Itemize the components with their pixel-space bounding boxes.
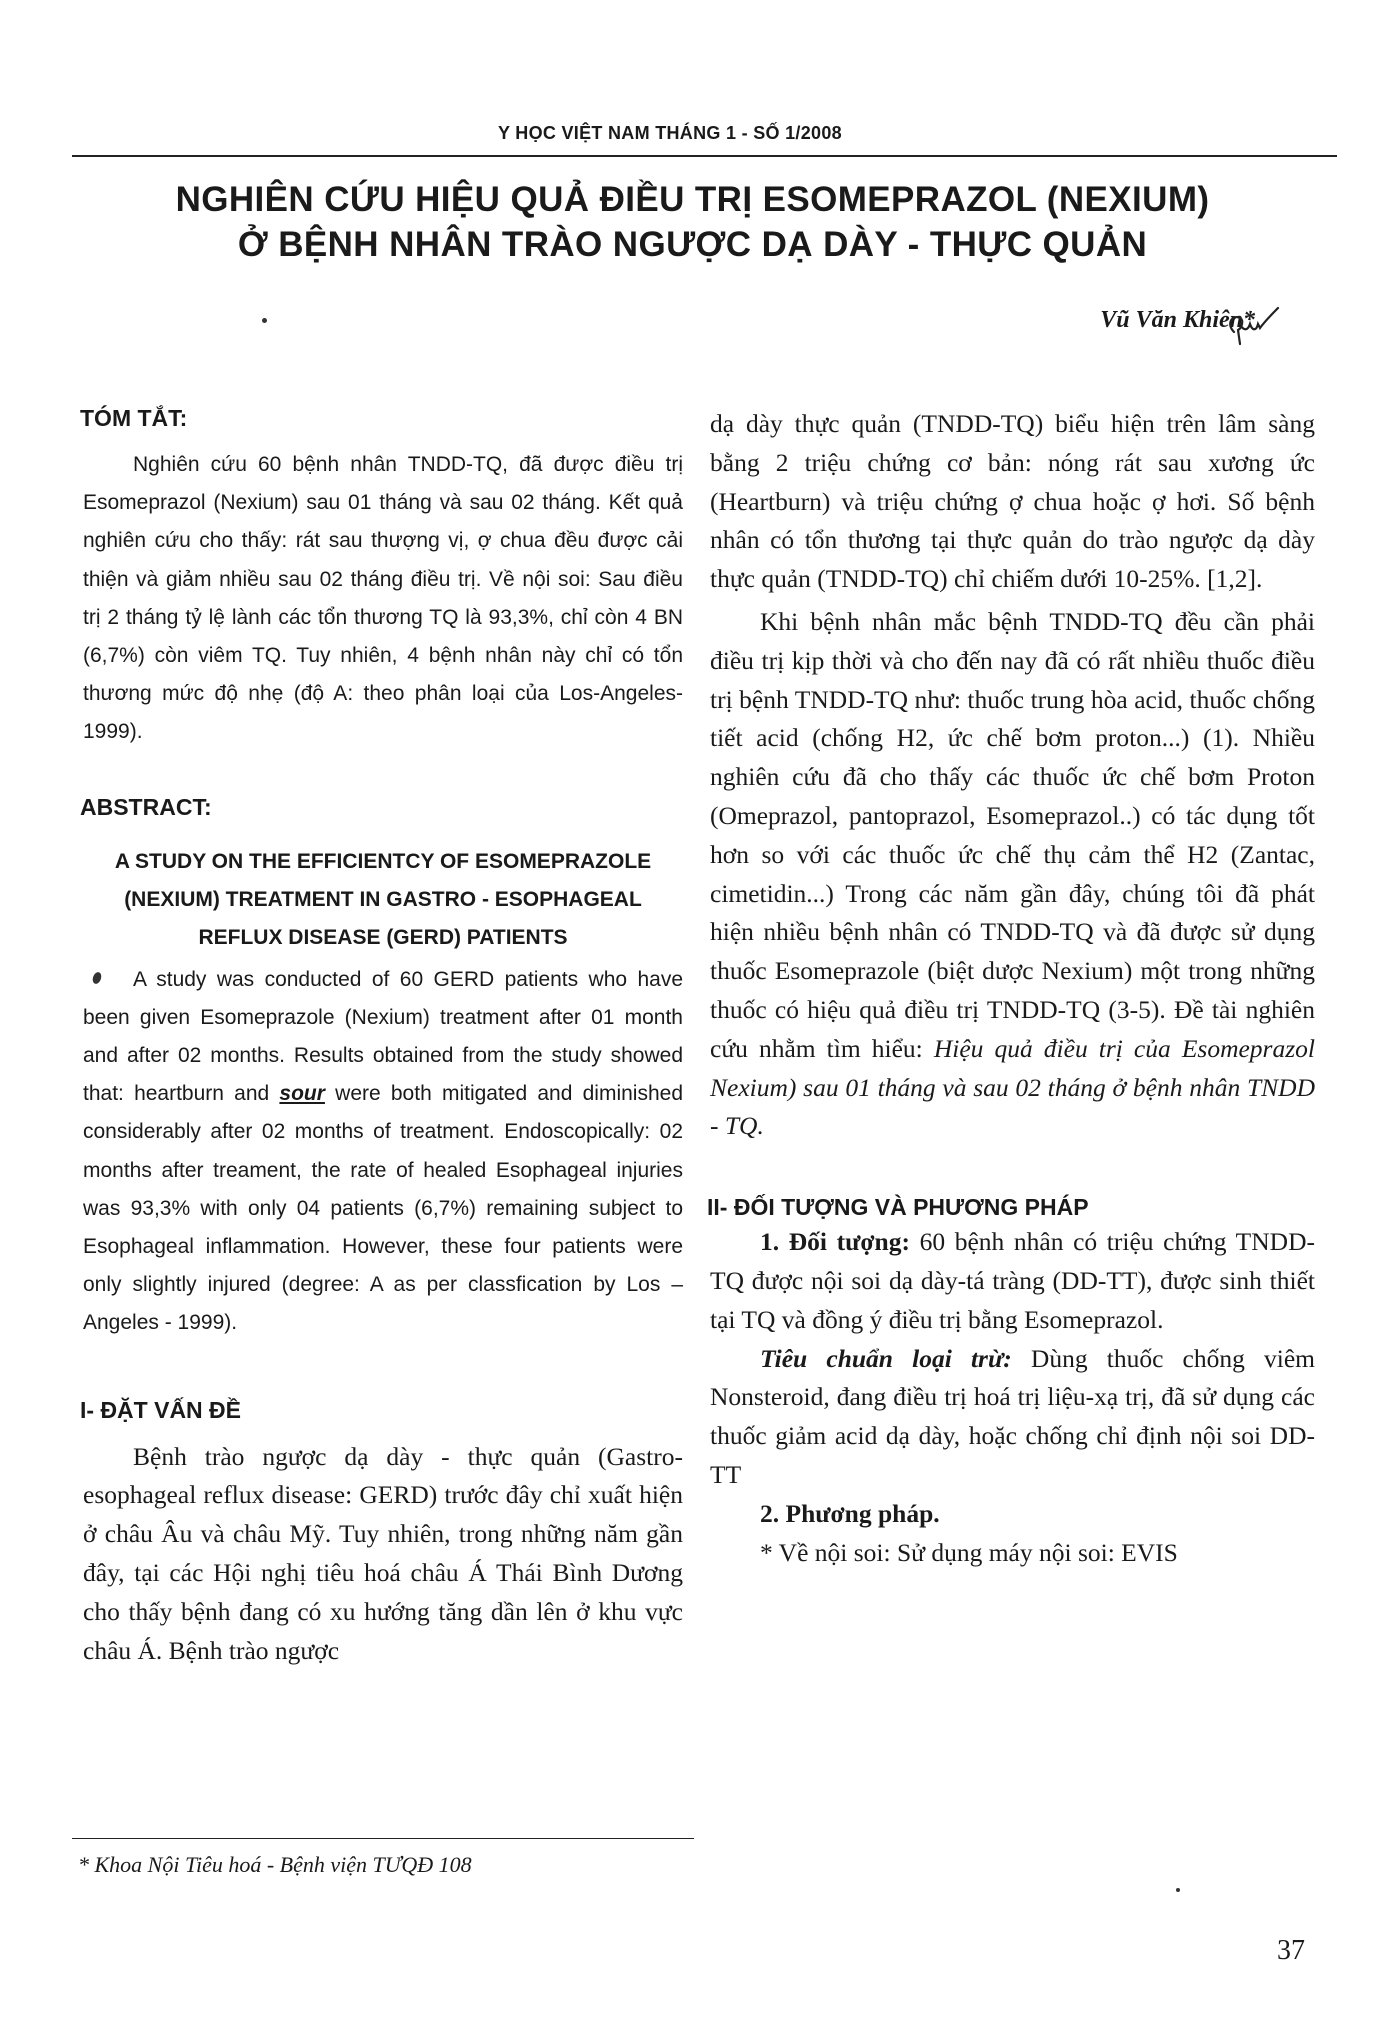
left-column	[80, 405, 683, 1670]
exclusion-label: Tiêu chuẩn loại trừ:	[760, 1343, 1012, 1373]
exclusion-text: Dùng thuốc chống viêm Nonsteroid, đang điều trị hoá trị liệu-xạ trị, đã sử dụng các thuốc giảm acid dạ dày, hoặc chống chỉ định nội soi DD-TT	[710, 1343, 1315, 1489]
footnote: * Khoa Nội Tiêu hoá - Bệnh viện TƯQĐ 108	[78, 1852, 472, 1877]
speck	[1176, 1888, 1180, 1892]
abstract-text-part-2: were both mitigated and diminished considerably after 02 months of treatment. Endoscopically: 02 months after treament, the rate of healed Esophageal injuries was 93,3% with only 04 patients (6,7%) remaining subject to Esophageal inflammation. However, these four patients were only slightly injured (degree: A as per classfication by Los – Angeles - 1999).	[83, 1082, 683, 1335]
abstract-title-line-3: REFLUX DISEASE (GERD) PATIENTS	[198, 925, 568, 949]
method-heading: 2. Phương pháp.	[760, 1498, 940, 1528]
abstract-text-part-1: A study was conducted of 60 GERD patients who have been given Esomeprazole (Nexium) treatment after 01 month and after 02 months. Results obtained from the study showed that: heartburn and	[83, 967, 683, 1106]
header-rule	[72, 155, 1337, 157]
section-1-paragraph-1-continued: dạ dày thực quản (TNDD-TQ) biểu hiện trên lâm sàng bằng 2 triệu chứng cơ bản: nóng rát sau xương ức (Heartburn) và triệu chứng ợ chua hoặc ợ hơi. Số bệnh nhân có tổn thương tại thực quản do trào ngược dạ dày thực quản (TNDD-TQ) chỉ chiếm dưới 10-25%. [1,2].	[710, 409, 1315, 594]
section-1-paragraph-2	[710, 603, 1315, 1146]
abstract-title	[83, 843, 683, 957]
abstract-underlined-word: sour	[279, 1082, 325, 1106]
method-text: * Về nội soi: Sử dụng máy nội soi: EVIS	[760, 1537, 1178, 1567]
abstract-title-line-2: (NEXIUM) TREATMENT IN GASTRO - ESOPHAGEAL	[124, 887, 642, 911]
page-number: 37	[1277, 1935, 1305, 1966]
section-1-paragraph-2-text: Khi bệnh nhân mắc bệnh TNDD-TQ đều cần phải điều trị kịp thời và cho đến nay đã có rất nhiều thuốc điều trị bệnh TNDD-TQ như: thuốc trung hòa acid, thuốc chống tiết acid (chống H2, ức chế bơm proton...) (1). Nhiều nghiên cứu đã cho thấy các thuốc ức chế bơm Proton (Omeprazol, pantoprazol, Esomeprazol..) có tác dụng tốt hơn so với các thuốc ức chế thụ cảm thể H2 (Zantac, cimetidin...) Trong các năm gần đây, chúng tôi đã phát hiện nhiều bệnh nhân có TNDD-TQ và đã được sử dụng thuốc Esomeprazole (biệt dược Nexium) một trong những thuốc có hiệu quả điều trị TNDD-TQ (3-5). Đề tài nghiên cứu nhằm tìm hiểu:	[710, 606, 1315, 1063]
article-title-line-2: Ở BỆNH NHÂN TRÀO NGƯỢC DẠ DÀY - THỰC QUẢN	[237, 225, 1148, 264]
subject-text: 60 bệnh nhân có triệu chứng TNDD-TQ được nội soi dạ dày-tá tràng (DD-TT), được sinh thiết tại TQ và đồng ý điều trị bằng Esomeprazol.	[710, 1227, 1315, 1334]
right-column	[707, 405, 1315, 1572]
abstract-title-line-1: A STUDY ON THE EFFICIENTCY OF ESOMEPRAZOLE	[114, 849, 652, 873]
subject-label: 1. Đối tượng:	[760, 1227, 910, 1257]
section-2-heading: II- ĐỐI TƯỢNG VÀ PHƯƠNG PHÁP	[707, 1194, 1089, 1221]
summary-text: Nghiên cứu 60 bệnh nhân TNDD-TQ, đã được điều trị Esomeprazol (Nexium) sau 01 tháng và sau 02 tháng. Kết quả nghiên cứu cho thấy: rát sau thượng vị, ợ chua đều được cải thiện và giảm nhiều sau 02 tháng điều trị. Về nội soi: Sau điều trị 2 tháng tỷ lệ lành các tổn thương TQ là 93,3%, chỉ còn 4 BN (6,7%) còn viêm TQ. Tuy nhiên, 4 bệnh nhân này chỉ có tổn thương mức độ nhẹ (độ A: theo phân loại của Los-Angeles-1999).	[83, 453, 683, 744]
section-1-paragraph-1: Bệnh trào ngược dạ dày - thực quản (Gastro-esophageal reflux disease: GERD) trước đây chỉ xuất hiện ở châu Âu và châu Mỹ. Tuy nhiên, trong những năm gần đây, tại các Hội nghị tiêu hoá châu Á Thái Bình Dương cho thấy bệnh đang có xu hướng tăng dần lên ở khu vực châu Á. Bệnh trào ngược	[83, 1441, 683, 1665]
footnote-rule	[72, 1838, 694, 1839]
study-objective: Hiệu quả điều trị của Esomeprazol Nexium) sau 01 tháng và sau 02 tháng ở bệnh nhân TNDD - TQ.	[710, 1033, 1315, 1141]
section-2-subject	[710, 1223, 1315, 1339]
journal-header: Y HỌC VIỆT NAM THÁNG 1 - SỐ 1/2008	[498, 123, 842, 143]
author-name: Vũ Văn Khiên*	[1100, 307, 1255, 333]
speck	[262, 318, 267, 323]
handwritten-signature	[1222, 302, 1280, 348]
abstract-text	[83, 961, 683, 1343]
exclusion-criteria	[710, 1340, 1315, 1495]
summary-heading: TÓM TẮT:	[80, 405, 188, 431]
section-1-heading: I- ĐẶT VẤN ĐỀ	[80, 1396, 241, 1423]
abstract-heading: ABSTRACT:	[80, 793, 212, 820]
article-title-line-1: NGHIÊN CỨU HIỆU QUẢ ĐIỀU TRỊ ESOMEPRAZOL (NEXIUM)	[175, 180, 1210, 219]
